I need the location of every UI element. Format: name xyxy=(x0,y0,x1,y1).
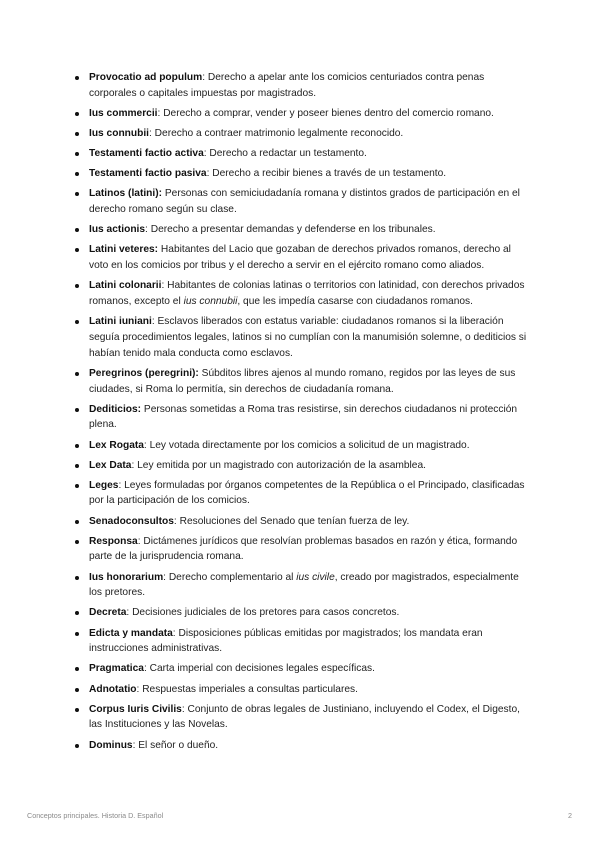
italic-term: ius civile xyxy=(296,571,335,583)
term-separator: : xyxy=(161,280,168,292)
description-text: Derecho complementario al xyxy=(168,571,297,583)
bullet-icon xyxy=(75,228,79,232)
term-separator: : xyxy=(151,316,158,328)
term-separator: : xyxy=(126,607,133,619)
term-description xyxy=(89,536,517,563)
term-separator: : xyxy=(203,148,210,160)
term-separator: : xyxy=(118,479,125,491)
list-item xyxy=(72,106,532,122)
list-item xyxy=(72,278,532,310)
bullet-icon xyxy=(75,484,79,488)
description-text: Resoluciones del Senado que tenían fuerza de ley. xyxy=(179,515,410,527)
bullet-icon xyxy=(75,611,79,615)
list-item xyxy=(72,534,532,566)
term-label: Ius actionis xyxy=(89,224,146,236)
bullet-icon xyxy=(75,112,79,116)
term-label: Adnotatio xyxy=(89,683,137,695)
term-label: Latinos (latini): xyxy=(89,188,163,200)
term-label: Latini iuniani xyxy=(89,316,152,328)
list-item xyxy=(72,626,532,658)
list-item xyxy=(72,458,532,474)
bullet-icon xyxy=(75,444,79,448)
term-description xyxy=(150,440,470,451)
term-label: Dediticios: xyxy=(89,403,142,415)
list-item xyxy=(72,126,532,142)
term-description xyxy=(212,168,446,179)
description-text: Derecho a presentar demandas y defenderse en los tribunales. xyxy=(150,224,436,236)
list-item xyxy=(72,242,532,274)
list-item xyxy=(72,222,532,238)
description-text: Habitantes del Lacio que gozaban de derechos privados romanos, derecho al voto en los comicios por tribus y el derecho a servir en el ejército romano como aliados. xyxy=(89,244,511,272)
description-text: Carta imperial con decisiones legales específicas. xyxy=(149,663,375,675)
description-text: Derecho a comprar, vender y poseer bienes dentro del comercio romano. xyxy=(163,107,494,119)
term-description xyxy=(150,663,375,674)
term-label: Senadoconsultos xyxy=(89,515,174,527)
list-item xyxy=(72,682,532,698)
term-separator: : xyxy=(149,127,155,139)
term-description xyxy=(89,480,525,507)
bullet-icon xyxy=(75,744,79,748)
description-text: Derecho a recibir bienes a través de un testamento. xyxy=(212,168,447,180)
term-description xyxy=(132,607,399,618)
description-text: Conjunto de obras legales de Justiniano, incluyendo el Codex, el Digesto, las Instituciones y las Novelas. xyxy=(89,703,520,731)
term-separator: : xyxy=(202,72,208,83)
term-label: Testamenti factio activa xyxy=(89,148,204,160)
description-text: Derecho a redactar un testamento. xyxy=(209,148,367,160)
terms-list xyxy=(72,70,532,758)
description-text: , que les impedía casarse con ciudadanos romanos. xyxy=(237,295,473,307)
term-description xyxy=(155,128,404,139)
list-item xyxy=(72,186,532,218)
term-separator: : xyxy=(172,627,179,639)
term-description xyxy=(151,224,436,235)
term-separator: : xyxy=(206,168,213,180)
list-item xyxy=(72,702,532,734)
list-item xyxy=(72,366,532,398)
description-text: Derecho a contraer matrimonio legalmente reconocido. xyxy=(154,127,404,139)
bullet-icon xyxy=(75,284,79,288)
list-item xyxy=(72,738,532,754)
term-separator: : xyxy=(132,739,139,751)
list-item xyxy=(72,514,532,530)
term-description xyxy=(89,404,517,431)
list-item xyxy=(72,146,532,162)
term-description xyxy=(142,684,358,695)
description-text: Ley votada directamente por los comicios a solicitud de un magistrado. xyxy=(149,439,470,451)
bullet-icon xyxy=(75,76,79,80)
bullet-icon xyxy=(75,132,79,136)
list-item xyxy=(72,166,532,182)
description-text: Personas sometidas a Roma tras resistirse, sin derechos ciudadanos ni protección plena. xyxy=(89,403,518,431)
description-text: Personas con semiciudadanía romana y distintos grados de participación en el derecho romano según su clase. xyxy=(89,188,520,216)
description-text: Esclavos liberados con estatus variable: ciudadanos romanos si la liberación seguía procedimientos legales, latinos si no cumplían con la manumisión solemne, o dediticios si habían tenido mala conducta como esclavos. xyxy=(89,316,527,359)
term-separator: : xyxy=(131,459,138,471)
term-label: Decreta xyxy=(89,607,127,619)
term-label: Lex Data xyxy=(89,459,132,471)
bullet-icon xyxy=(75,172,79,176)
description-text: Decisiones judiciales de los pretores para casos concretos. xyxy=(132,607,400,619)
term-label: Responsa xyxy=(89,535,138,547)
term-separator: : xyxy=(181,703,188,715)
term-description xyxy=(180,516,410,527)
term-label: Provocatio ad populum xyxy=(89,72,203,83)
description-text: Dictámenes jurídicos que resolvían problemas basados en razón y ética, formando parte de la jurisprudencia romana. xyxy=(89,535,518,563)
list-item xyxy=(72,70,532,102)
term-label: Lex Rogata xyxy=(89,439,144,451)
term-separator: : xyxy=(163,571,169,583)
list-item xyxy=(72,570,532,602)
term-label: Testamenti factio pasiva xyxy=(89,168,207,180)
bullet-icon xyxy=(75,520,79,524)
footer-title: Conceptos principales. Historia D. Español xyxy=(27,811,164,820)
term-description xyxy=(163,108,494,119)
term-label: Peregrinos (peregrini): xyxy=(89,367,199,379)
term-label: Latini veteres: xyxy=(89,244,159,256)
term-label: Corpus Iuris Civilis xyxy=(89,703,182,715)
description-text: Respuestas imperiales a consultas particulares. xyxy=(142,683,358,695)
bullet-icon xyxy=(75,688,79,692)
term-label: Leges xyxy=(89,479,119,491)
list-item xyxy=(72,402,532,434)
list-item xyxy=(72,661,532,677)
bullet-icon xyxy=(75,632,79,636)
bullet-icon xyxy=(75,152,79,156)
bullet-icon xyxy=(75,576,79,580)
bullet-icon xyxy=(75,320,79,324)
term-separator: : xyxy=(145,224,151,236)
list-item xyxy=(72,605,532,621)
bullet-icon xyxy=(75,408,79,412)
term-separator: : xyxy=(143,439,150,451)
term-label: Ius connubii xyxy=(89,127,149,139)
list-item xyxy=(72,478,532,510)
bullet-icon xyxy=(75,667,79,671)
description-text: Leyes formuladas por órganos competentes de la República o el Principado, clasificadas por la participación de los comicios. xyxy=(89,479,525,507)
bullet-icon xyxy=(75,192,79,196)
term-label: Latini colonarii xyxy=(89,280,162,292)
bullet-icon xyxy=(75,708,79,712)
term-separator: : xyxy=(157,107,164,119)
bullet-icon xyxy=(75,464,79,468)
term-label: Dominus xyxy=(89,739,133,751)
description-text: Ley emitida por un magistrado con autorización de la asamblea. xyxy=(137,459,426,471)
term-label: Edicta y mandata xyxy=(89,627,173,639)
page-number: 2 xyxy=(568,811,572,820)
term-description xyxy=(137,460,426,471)
description-text: Derecho a apelar ante los comicios centuriados contra penas corporales o capitales impuestas por magistrados. xyxy=(89,72,485,99)
description-text: Habitantes de colonias latinas o territorios con latinidad, con derechos privados romanos, excepto el xyxy=(89,280,525,307)
term-separator: : xyxy=(173,515,180,527)
term-label: Ius commercii xyxy=(89,107,158,119)
term-separator: : xyxy=(136,683,143,695)
term-description xyxy=(138,740,218,751)
term-separator: : xyxy=(137,535,144,547)
term-label: Pragmatica xyxy=(89,663,144,675)
description-text: , creado por magistrados, especialmente los pretores. xyxy=(89,571,519,599)
description-text: Súbditos libres ajenos al mundo romano, regidos por las leyes de sus ciudades, si Roma lo permitía, sin derechos de ciudadanía romana. xyxy=(89,367,516,395)
bullet-icon xyxy=(75,540,79,544)
description-text: Disposiciones públicas emitidas por magistrados; los mandata eran instrucciones administrativas. xyxy=(89,627,483,655)
term-description xyxy=(209,148,366,159)
italic-term: ius connubii xyxy=(183,295,238,307)
description-text: El señor o dueño. xyxy=(138,739,219,751)
list-item xyxy=(72,438,532,454)
list-item xyxy=(72,314,532,361)
term-label: Ius honorarium xyxy=(89,571,164,583)
term-separator: : xyxy=(143,663,150,675)
bullet-icon xyxy=(75,372,79,376)
bullet-icon xyxy=(75,248,79,252)
